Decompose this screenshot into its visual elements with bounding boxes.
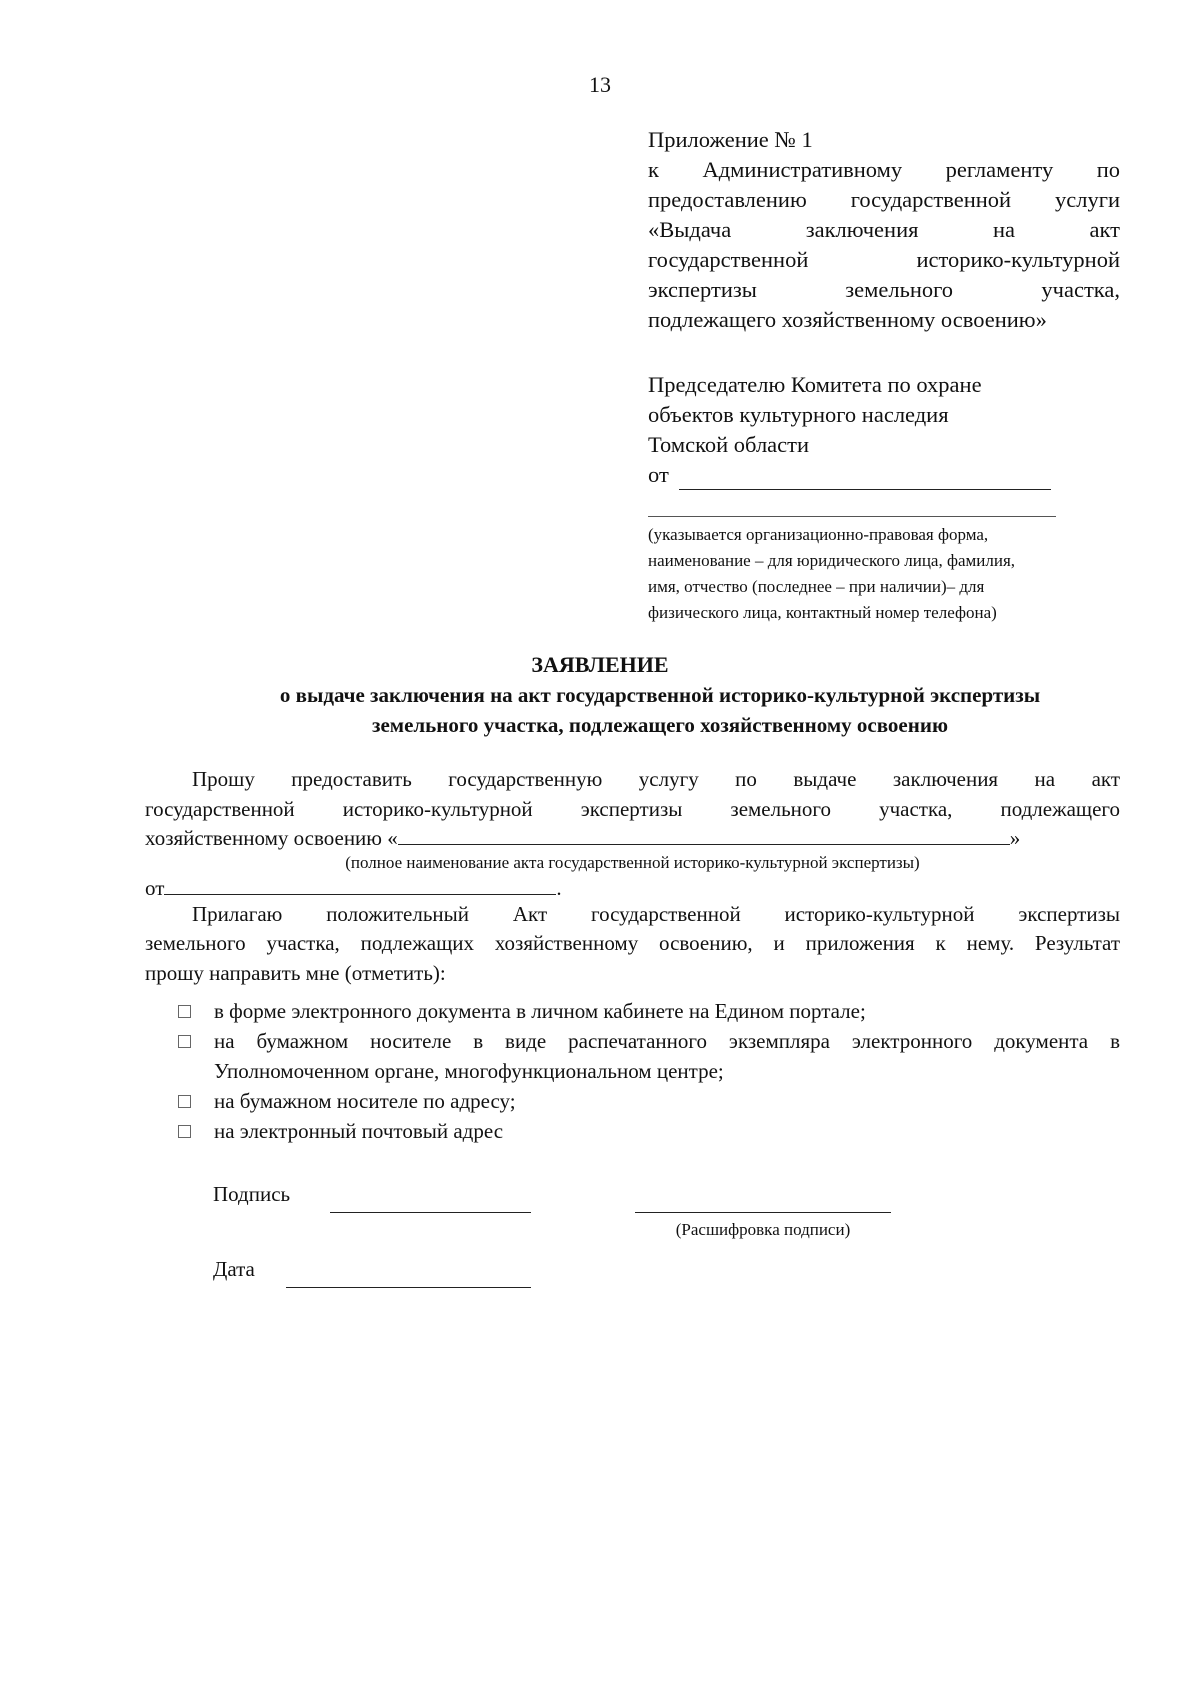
addressee-from-label: от: [648, 462, 669, 487]
addressee-note-line: физического лица, контактный номер телефона): [648, 603, 997, 622]
attach-line: земельного участка, подлежащих хозяйственному освоению, и приложения к нему. Результат: [145, 931, 1120, 955]
option-checkbox[interactable]: [178, 1125, 191, 1138]
option-label: в форме электронного документа в личном кабинете на Едином портале;: [214, 999, 866, 1023]
delivery-option: [178, 1086, 1120, 1116]
signature-decode-note: (Расшифровка подписи): [675, 1220, 851, 1239]
addressee-from-row: [648, 460, 1120, 490]
addressee-note-line: имя, отчество (последнее – при наличии)– для: [648, 577, 985, 596]
signature-decode-field[interactable]: [635, 1212, 891, 1213]
applicant-name-field[interactable]: [679, 465, 1051, 490]
appendix-line: экспертизы земельного участка,: [648, 277, 1120, 302]
addressee-note: [648, 522, 1118, 626]
document-subtitle: [200, 680, 1120, 740]
option-label: на бумажном носителе по адресу;: [214, 1089, 516, 1113]
addressee-line: Томской области: [648, 432, 810, 457]
addressee-block: [648, 370, 1120, 490]
delivery-options: [178, 996, 1120, 1146]
act-name-note: (полное наименование акта государственной историко-культурной экспертизы): [345, 852, 920, 872]
document-title: ЗАЯВЛЕНИЕ: [531, 652, 669, 677]
delivery-option: [178, 1116, 1120, 1146]
act-from-label: от: [145, 875, 165, 900]
request-line: государственной историко-культурной экспертизы земельного участка, подлежащего: [145, 796, 1120, 821]
appendix-line: предоставлению государственной услуги: [648, 187, 1120, 212]
addressee-note-line: наименование – для юридического лица, фамилия,: [648, 551, 1016, 570]
act-date-row: [145, 874, 1120, 900]
appendix-line: к Административному регламенту по: [648, 157, 1120, 182]
act-name-field[interactable]: [398, 824, 1010, 845]
addressee-line: Председателю Комитета по охране: [648, 372, 982, 397]
date-label: Дата: [213, 1257, 255, 1281]
page-number: 13: [589, 72, 611, 97]
act-from-suffix: .: [556, 875, 562, 900]
date-field[interactable]: [286, 1287, 531, 1288]
subtitle-line: земельного участка, подлежащего хозяйственному освоению: [372, 713, 948, 737]
request-line: Прошу предоставить государственную услугу по выдаче заключения на акт: [192, 767, 1120, 791]
request-line-prefix: хозяйственному освоению «: [145, 826, 398, 850]
signature-label: Подпись: [213, 1182, 291, 1206]
act-date-field[interactable]: [164, 874, 556, 895]
delivery-option: [178, 996, 1120, 1026]
request-line-suffix: »: [1009, 826, 1021, 850]
attach-line: прошу направить мне (отметить):: [145, 960, 446, 985]
appendix-line: «Выдача заключения на акт: [648, 217, 1120, 242]
addressee-line: объектов культурного наследия: [648, 402, 949, 427]
appendix-line: государственной историко-культурной: [648, 247, 1120, 272]
applicant-details-field[interactable]: [648, 516, 1056, 517]
signature-field[interactable]: [330, 1212, 531, 1213]
option-label: на электронный почтовый адрес: [214, 1119, 504, 1143]
appendix-line: Приложение № 1: [648, 127, 813, 152]
request-paragraph: [145, 765, 1120, 988]
option-checkbox[interactable]: [178, 1095, 191, 1108]
delivery-option: [178, 1026, 1120, 1086]
option-checkbox[interactable]: [178, 1035, 191, 1048]
addressee-note-line: (указывается организационно-правовая форма,: [648, 525, 989, 544]
request-line-3: [145, 824, 1120, 854]
attach-line: Прилагаю положительный Акт государственной историко-культурной экспертизы: [192, 901, 1120, 926]
appendix-line: подлежащего хозяйственному освоению»: [648, 307, 1047, 332]
appendix-header: [648, 125, 1120, 335]
option-label: на бумажном носителе в виде распечатанного экземпляра электронного документа в Уполномоченном органе, многофункциональном центре;: [214, 1029, 1120, 1083]
subtitle-line: о выдаче заключения на акт государственной историко-культурной экспертизы: [279, 683, 1041, 707]
option-checkbox[interactable]: [178, 1005, 191, 1018]
